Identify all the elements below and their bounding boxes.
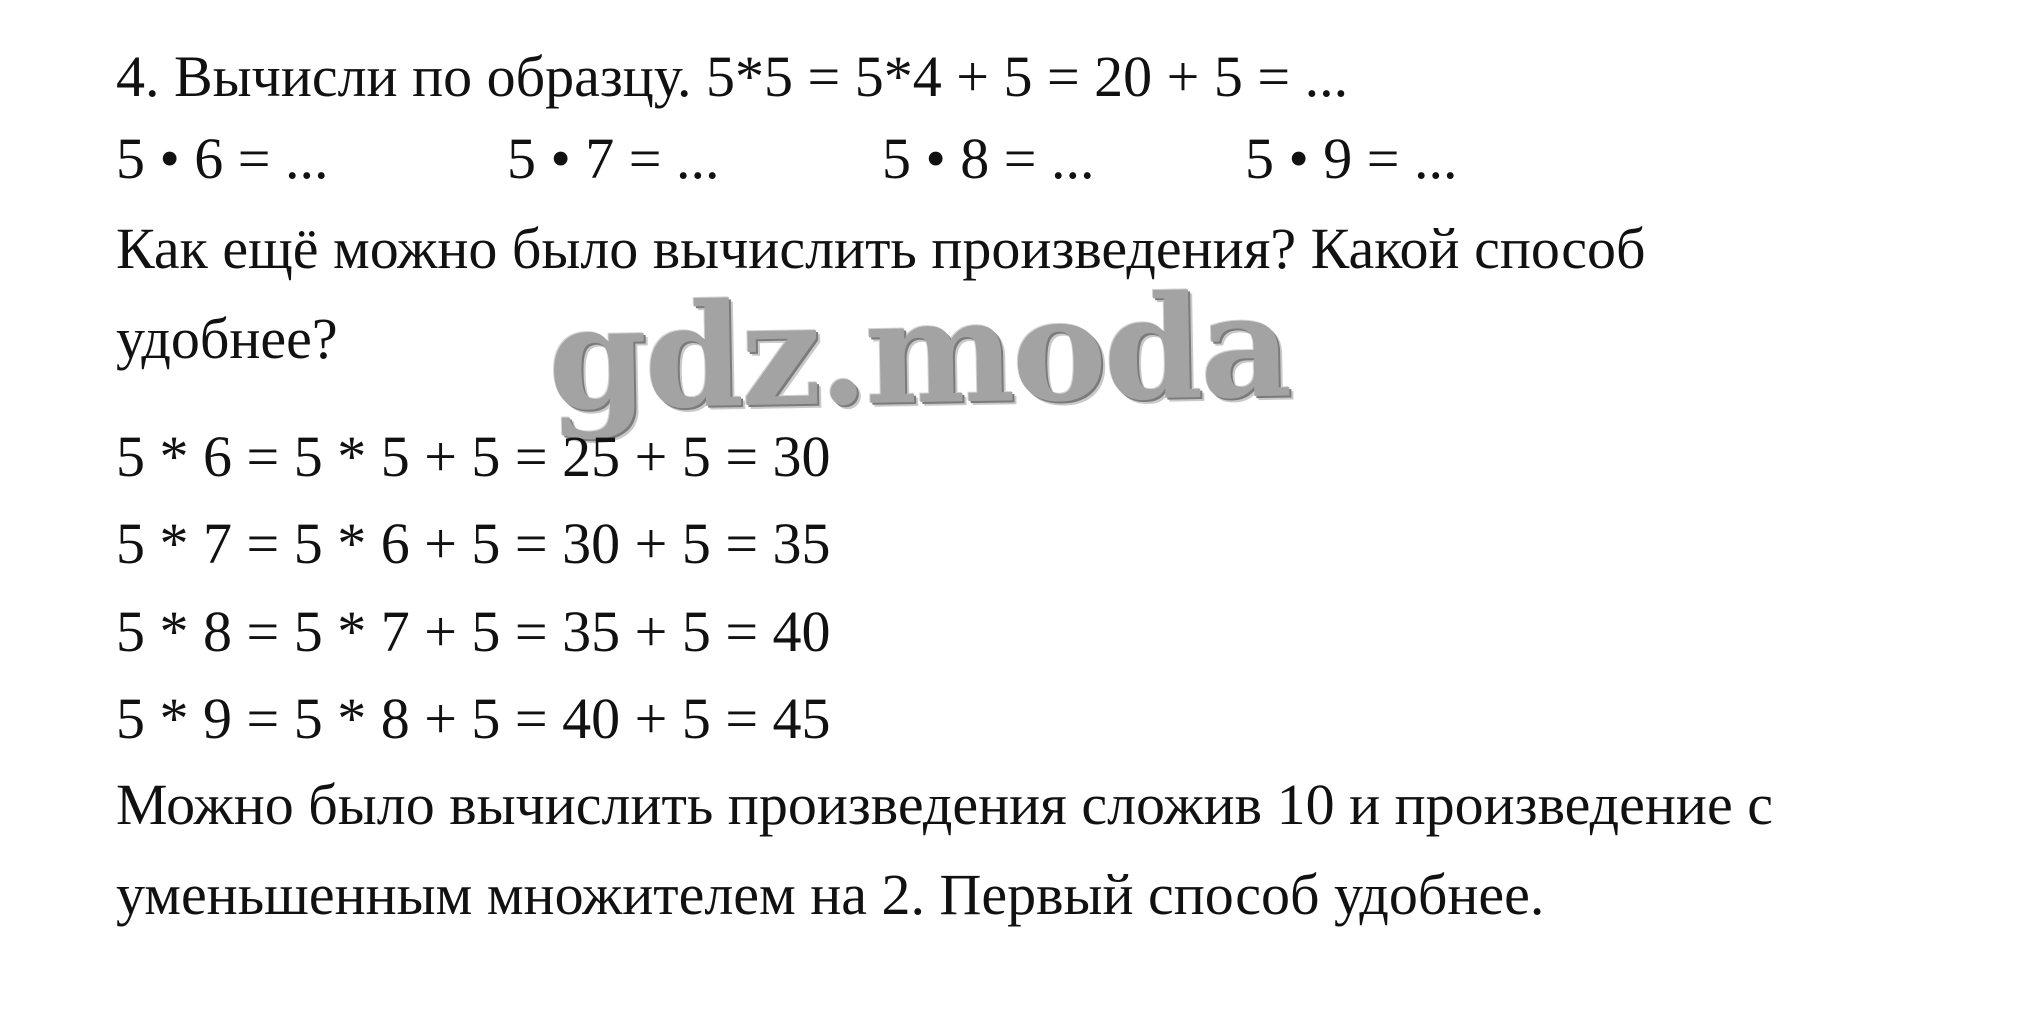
solution-line-1: 5 * 6 = 5 * 5 + 5 = 25 + 5 = 30 (116, 424, 831, 489)
answer-line-1: Можно было вычислить произведения сложив 10 и произведение с (116, 772, 1773, 837)
task-header: 4. Вычисли по образцу. 5*5 = 5*4 + 5 = 20 + 5 = ... (116, 44, 1349, 109)
answer-line-2: уменьшенным множителем на 2. Первый способ удобнее. (116, 862, 1545, 927)
expression-4: 5 • 9 = ... (1245, 126, 1458, 191)
question-line-2: удобнее? (116, 306, 338, 371)
question-line-1: Как ещё можно было вычислить произведения? Какой способ (116, 216, 1646, 281)
expression-3: 5 • 8 = ... (882, 126, 1095, 191)
expression-2: 5 • 7 = ... (507, 126, 720, 191)
solution-line-2: 5 * 7 = 5 * 6 + 5 = 30 + 5 = 35 (116, 511, 831, 576)
solution-line-3: 5 * 8 = 5 * 7 + 5 = 35 + 5 = 40 (116, 599, 831, 664)
solution-line-4: 5 * 9 = 5 * 8 + 5 = 40 + 5 = 45 (116, 686, 831, 751)
watermark-logo: gdz.moda (546, 263, 1291, 443)
expression-1: 5 • 6 = ... (116, 126, 329, 191)
